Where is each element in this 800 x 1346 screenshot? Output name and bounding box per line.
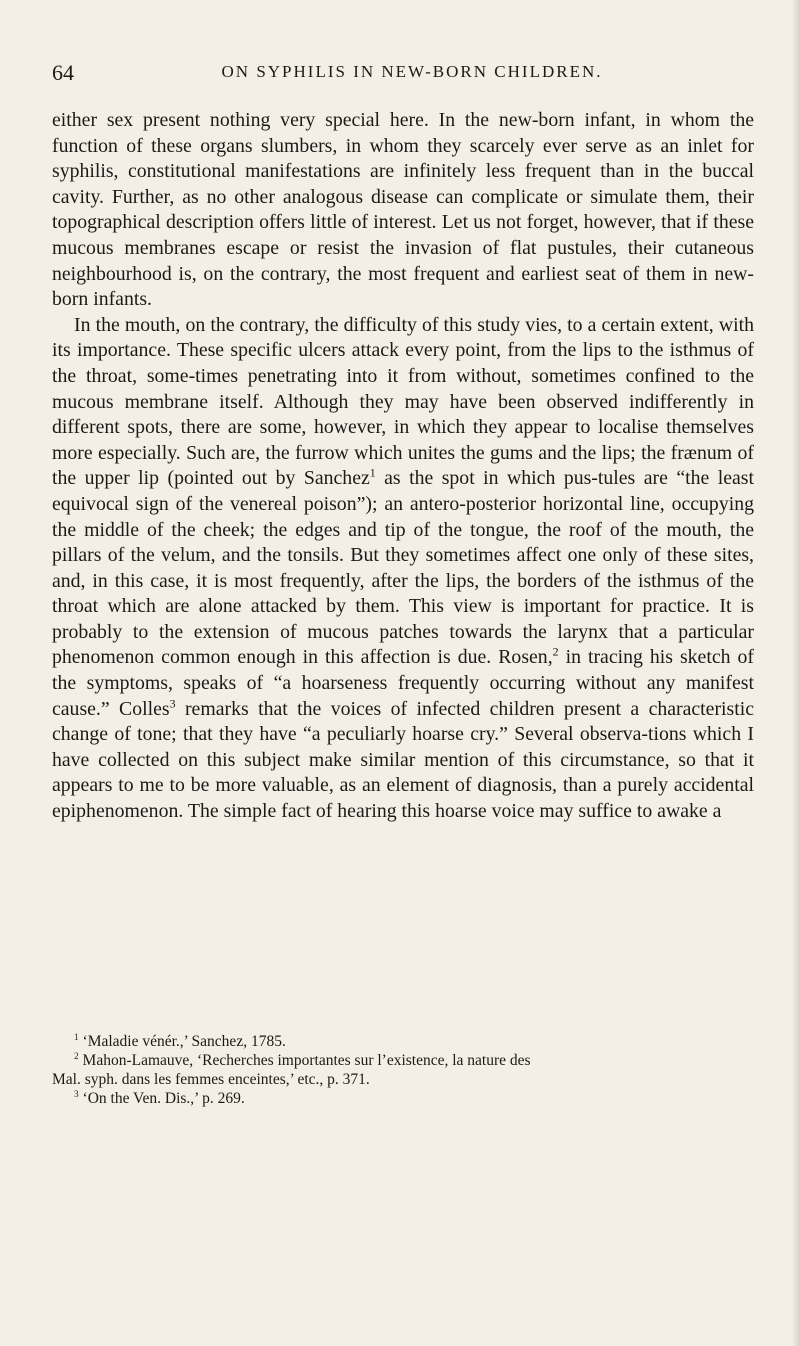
paragraph-1-text: either sex present nothing very special here. In the new-born infant, in whom the function of these organs slumbers, in whom they scarcely ever serve as an inlet for syphilis, constitutional manifestations are infinitely less frequent than in the buccal cavity. Further, as no other analogous disease can complicate or simulate them, their topographical description offers little of interest. Let us not forget, however, that if these mucous membranes escape or resist the invasion of flat pustules, their cutaneous neighbourhood is, on the contrary, the most frequent and earliest seat of them in new-born infants. bbox=[52, 109, 754, 311]
paragraph-1 bbox=[52, 108, 754, 313]
paragraph-2 bbox=[52, 313, 754, 825]
footnote-3-text: ‘On the Ven. Dis.,’ p. 269. bbox=[82, 1090, 245, 1107]
footnote-2 bbox=[52, 1051, 754, 1070]
footnote-1 bbox=[52, 1032, 754, 1051]
paragraph-2-text-d: remarks that the voices of infected children present a characteristic change of tone; that they have “a peculiarly hoarse cry.” Several observa-tions which I have collected on this subject make similar mention of this circumstance, so that it appears to me to be more valuable, as an element of diagnosis, than a purely accidental epiphenomenon. The simple fact of hearing this hoarse voice may suffice to awake a bbox=[52, 697, 755, 823]
footnote-1-text: ‘Maladie vénér.,’ Sanchez, 1785. bbox=[82, 1033, 286, 1050]
running-title: ON SYPHILIS IN NEW-BORN CHILDREN. bbox=[221, 62, 603, 81]
footnotes bbox=[52, 1032, 754, 1108]
footnote-ref-3: 3 bbox=[169, 696, 176, 711]
footnote-2-continuation: Mal. syph. dans les femmes enceintes,’ etc., p. 371. bbox=[52, 1071, 370, 1088]
footnote-mark-3: 3 bbox=[74, 1089, 79, 1100]
paragraph-2-text-c: in tracing his sketch of the symptoms, speaks of “a hoarseness frequently occurring without any manifest cause.” Colles bbox=[52, 646, 754, 720]
footnote-3 bbox=[52, 1089, 754, 1108]
paragraph-2-text-a: In the mouth, on the contrary, the difficulty of this study vies, to a certain extent, with its importance. These specific ulcers attack every point, from the lips to the isthmus of the throat, some-times penetrating into it from without, sometimes confined to the mucous membrane itself. Although they may have been observed indifferently in different spots, there are some, however, in which they appear to localise themselves more especially. Such are, the furrow which unites the gums and the lips; the frænum of the upper lip (pointed out by Sanchez bbox=[52, 313, 754, 490]
footnote-mark-2: 2 bbox=[74, 1051, 79, 1062]
paragraph-2-text-b: as the spot in which pus-tules are “the least equivocal sign of the venereal poison”); an antero-posterior horizontal line, occupying the middle of the cheek; the edges and tip of the tongue, the roof of the mouth, the pillars of the velum, and the tonsils. But they sometimes affect one only of these sites, and, in this case, it is most frequently, after the lips, the borders of the isthmus of the throat which are alone attacked by them. This view is important for practice. It is probably to the extension of mucous patches towards the larynx that a particular phenomenon common enough in this affection is due. Rosen, bbox=[52, 467, 754, 669]
body-text bbox=[52, 108, 754, 825]
page-edge-shadow bbox=[792, 0, 800, 1346]
page-header bbox=[52, 50, 752, 90]
footnote-mark-1: 1 bbox=[74, 1032, 79, 1043]
page-number: 64 bbox=[52, 60, 74, 85]
footnote-ref-2: 2 bbox=[552, 644, 559, 659]
footnote-2-text: Mahon-Lamauve, ‘Recherches importantes sur l’existence, la nature des bbox=[82, 1052, 531, 1069]
footnote-ref-1: 1 bbox=[369, 465, 376, 480]
